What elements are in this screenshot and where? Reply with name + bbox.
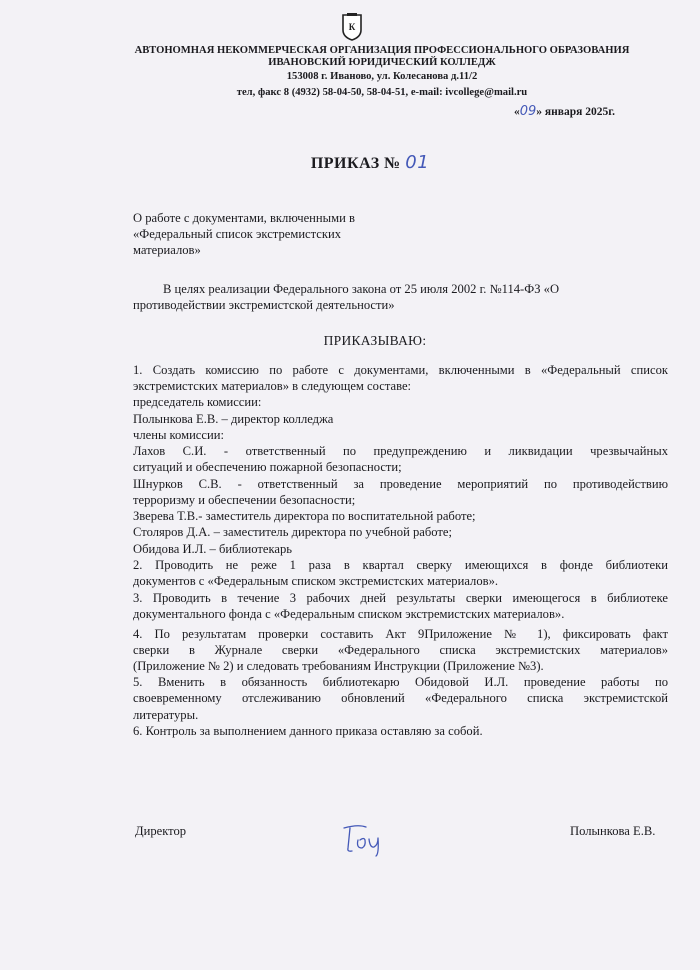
members-label: члены комиссии: [133,428,224,442]
item-5-line-1: 5. Вменить в обязанность библиотекарю Обидовой И.Л. проведение работы по [133,675,668,689]
svg-text:К: К [348,22,356,32]
handwritten-signature [336,818,396,858]
org-contacts: тел, факс 8 (4932) 58-04-50, 58-04-51, e-mail: ivcollege@mail.ru [236,87,528,98]
chair-name: Полынкова Е.В. – директор колледжа [133,412,334,426]
handwritten-day: 09 [519,104,537,119]
item-3-line-1: 3. Проводить в течение 3 рабочих дней результаты сверки имеющегося в библиотеке [133,591,668,605]
member-2-line-2: терроризму и обеспечении безопасности; [133,493,356,507]
item-6: 6. Контроль за выполнением данного приказа оставляю за собой. [133,724,483,738]
subject-line-2: «Федеральный список экстремистских [133,227,342,241]
order-date: «09» января 2025г. [513,104,615,119]
item-2-line-2: документов с «Федеральным списком экстремистских материалов». [133,574,499,588]
org-name-line1: АВТОНОМНАЯ НЕКОММЕРЧЕСКАЯ ОРГАНИЗАЦИЯ ПРОФЕССИОНАЛЬНОГО ОБРАЗОВАНИЯ [134,45,630,56]
member-4: Столяров Д.А. – заместитель директора по учебной работе; [133,525,452,539]
college-logo-icon [341,13,363,41]
org-name-line2: ИВАНОВСКИЙ ЮРИДИЧЕСКИЙ КОЛЛЕДЖ [268,57,496,68]
item-3-line-2: документального фонда с «Федеральным списком экстремистских материалов». [133,607,565,621]
item-4-line-1: 4. По результатам проверки составить Акт 9Приложение № 1), фиксировать факт [133,627,668,641]
item-5-line-2: своевременному отслеживанию обновлений «Федерального списка экстремистской [133,691,668,705]
signatory-name: Полынкова Е.В. [570,824,656,838]
item-1-line-1: 1. Создать комиссию по работе с документами, включенными в «Федеральный список [133,363,668,377]
member-2-line-1: Шнурков С.В. - ответственный за проведение мероприятий по противодействию [133,477,668,491]
preamble-line-2: противодействии экстремистской деятельности» [133,298,395,312]
member-1-line-2: ситуаций и обеспечению пожарной безопасности; [133,460,402,474]
subject-line-1: О работе с документами, включенными в [133,211,355,225]
org-address: 153008 г. Иваново, ул. Колесанова д.11/2 [286,71,478,82]
order-title: ПРИКАЗ № 01 [310,152,430,173]
order-word: ПРИКАЗЫВАЮ: [323,333,427,348]
member-5: Обидова И.Л. – библиотекарь [133,542,293,556]
item-2-line-1: 2. Проводить не реже 1 раза в квартал сверку имеющихся в фонде библиотеки [133,558,668,572]
item-4-line-2: сверки в Журнале сверки «Федерального списка экстремистских материалов» [133,643,668,657]
item-5-line-3: литературы. [133,708,199,722]
item-1-line-2: экстремистских материалов» в следующем составе: [133,379,412,393]
preamble-line-1: В целях реализации Федерального закона от 25 июля 2002 г. №114-ФЗ «О [163,282,560,296]
signatory-position: Директор [135,824,187,838]
member-1-line-1: Лахов С.И. - ответственный по предупреждению и ликвидации чрезвычайных [133,444,668,458]
handwritten-order-number: 01 [405,152,430,173]
item-4-line-3: (Приложение № 2) и следовать требованиям Инструкции (Приложение №3). [133,659,544,673]
member-3: Зверева Т.В.- заместитель директора по воспитательной работе; [133,509,476,523]
chair-label: председатель комиссии: [133,395,262,409]
subject-line-3: материалов» [133,243,201,257]
